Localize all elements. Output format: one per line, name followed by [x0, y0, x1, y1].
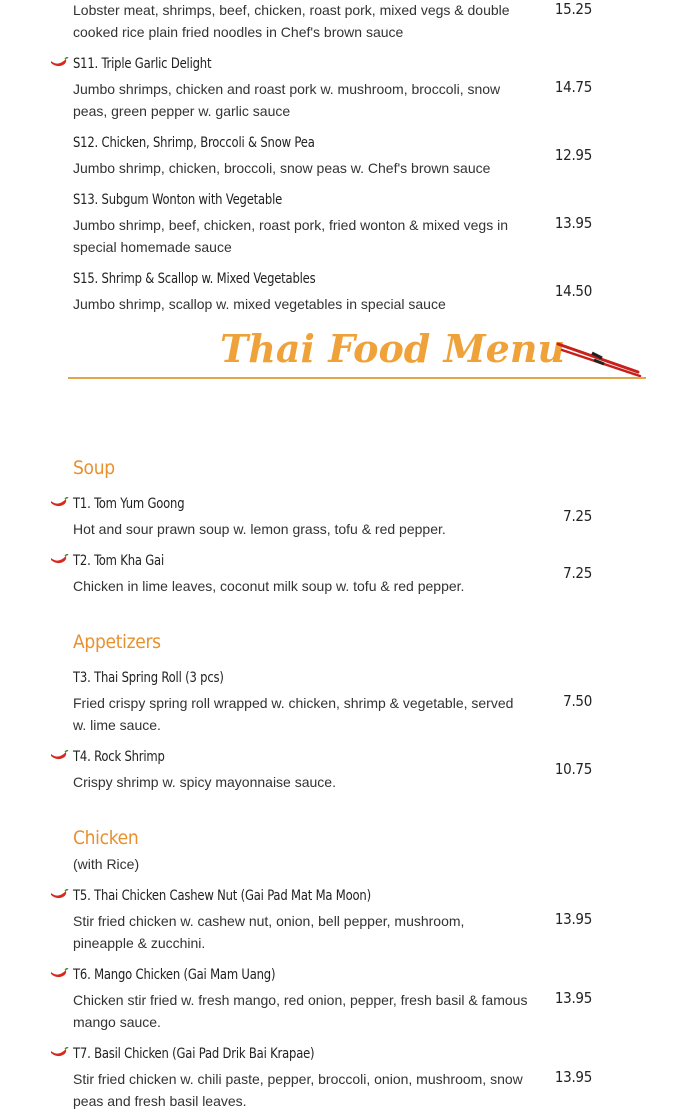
- item-description: Jumbo shrimp, beef, chicken, roast pork, fried wonton & mixed vegs in special homemade sauce: [73, 217, 508, 255]
- section-title-appetizers: Appetizers: [73, 631, 161, 653]
- section-note: (with Rice): [73, 856, 140, 872]
- item-name: T2. Tom Kha Gai: [73, 553, 165, 569]
- item-price: 7.50: [563, 692, 592, 710]
- chili-pepper-icon: [49, 554, 69, 566]
- item-name: T5. Thai Chicken Cashew Nut (Gai Pad Mat Ma Moon): [73, 888, 371, 904]
- item-description: Stir fried chicken w. chili paste, pepper, broccoli, onion, mushroom, snow peas and fresh basil leaves.: [73, 1071, 523, 1109]
- item-price: 10.75: [554, 760, 592, 778]
- item-price: 13.95: [554, 1068, 592, 1086]
- section-divider: [68, 377, 646, 379]
- item-name: S15. Shrimp & Scallop w. Mixed Vegetables: [73, 271, 316, 287]
- item-description: Jumbo shrimp, scallop w. mixed vegetables in special sauce: [73, 296, 446, 312]
- item-name: T1. Tom Yum Goong: [73, 496, 185, 512]
- item-description: Lobster meat, shrimps, beef, chicken, roast pork, mixed vegs & double cooked rice plain fried noodles in Chef's brown sauce: [73, 2, 510, 40]
- section-title-soup: Soup: [73, 457, 115, 479]
- item-name: T4. Rock Shrimp: [73, 749, 165, 765]
- item-price: 13.95: [554, 910, 592, 928]
- item-name: T3. Thai Spring Roll (3 pcs): [73, 670, 224, 686]
- chili-pepper-icon: [49, 1047, 69, 1059]
- chili-pepper-icon: [49, 57, 69, 69]
- item-description: Fried crispy spring roll wrapped w. chicken, shrimp & vegetable, served w. lime sauce.: [73, 695, 514, 733]
- item-name: T6. Mango Chicken (Gai Mam Uang): [73, 967, 276, 983]
- item-description: Stir fried chicken w. cashew nut, onion, bell pepper, mushroom, pineapple & zucchini.: [73, 913, 465, 951]
- chili-pepper-icon: [49, 889, 69, 901]
- chili-pepper-icon: [49, 750, 69, 762]
- section-banner-title: Thai Food Menu: [220, 326, 566, 371]
- item-name: S13. Subgum Wonton with Vegetable: [73, 192, 283, 208]
- item-description: Chicken stir fried w. fresh mango, red onion, pepper, fresh basil & famous mango sauce.: [73, 992, 528, 1030]
- item-name: S11. Triple Garlic Delight: [73, 56, 212, 72]
- item-name: S12. Chicken, Shrimp, Broccoli & Snow Pea: [73, 135, 315, 151]
- item-description: Crispy shrimp w. spicy mayonnaise sauce.: [73, 774, 336, 790]
- chili-pepper-icon: [49, 497, 69, 509]
- item-price: 14.75: [554, 78, 592, 96]
- item-price: 15.25: [554, 0, 592, 18]
- item-price: 13.95: [554, 989, 592, 1007]
- item-price: 7.25: [563, 564, 592, 582]
- item-price: 14.50: [554, 282, 592, 300]
- item-description: Jumbo shrimps, chicken and roast pork w. mushroom, broccoli, snow peas, green pepper w. garlic sauce: [73, 81, 501, 119]
- section-title-chicken: Chicken: [73, 827, 139, 849]
- item-description: Hot and sour prawn soup w. lemon grass, tofu & red pepper.: [73, 521, 446, 537]
- item-price: 13.95: [554, 214, 592, 232]
- item-description: Jumbo shrimp, chicken, broccoli, snow peas w. Chef's brown sauce: [73, 160, 491, 176]
- item-name: T7. Basil Chicken (Gai Pad Drik Bai Krapae): [73, 1046, 315, 1062]
- item-price: 12.95: [554, 146, 592, 164]
- item-description: Chicken in lime leaves, coconut milk soup w. tofu & red pepper.: [73, 578, 465, 594]
- chili-pepper-icon: [49, 968, 69, 980]
- item-price: 7.25: [563, 507, 592, 525]
